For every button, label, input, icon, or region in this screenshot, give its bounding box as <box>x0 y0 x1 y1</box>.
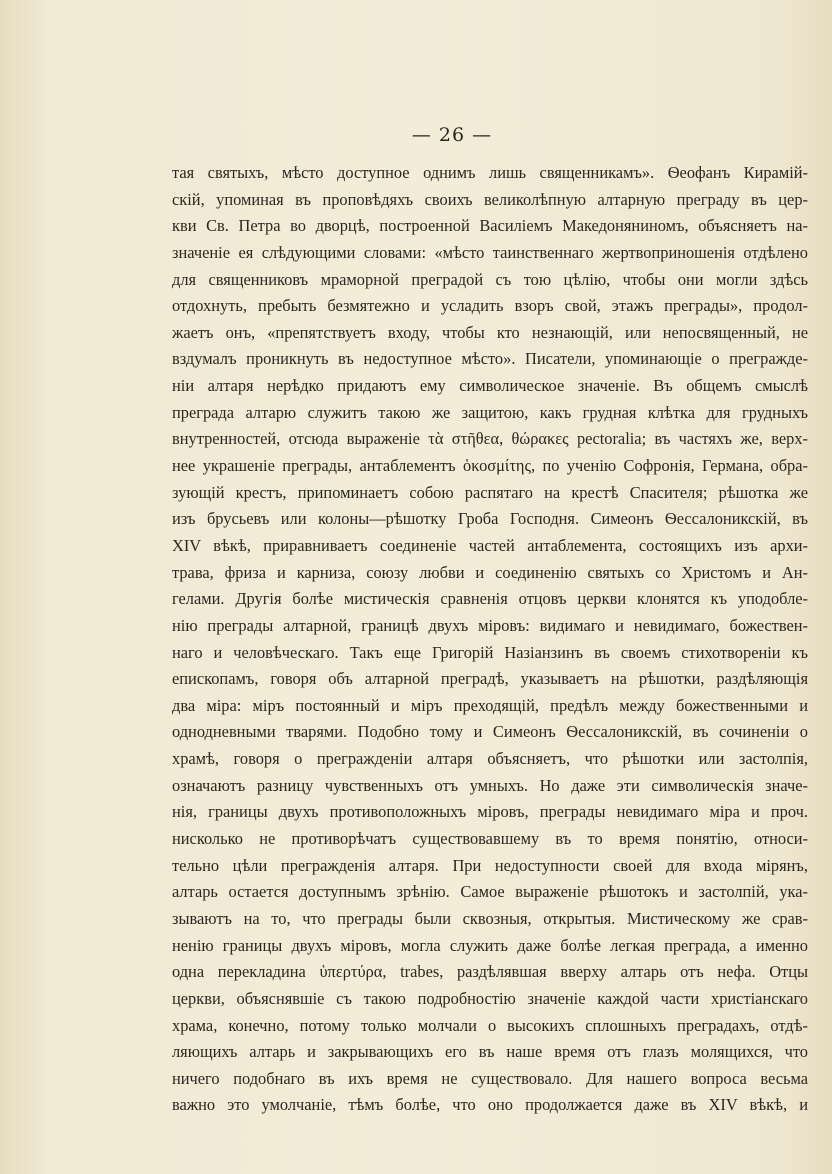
text-line: трава, фриза и карниза, союзу любви и соединенію святыхъ со Христомъ и Ан- <box>172 562 808 582</box>
text-line: зующій крестъ, припоминаетъ собою распятаго на крестѣ Спасителя; рѣшотка же <box>172 482 808 502</box>
text-line: скій, упоминая въ проповѣдяхъ своихъ великолѣпную алтарную преграду въ цер- <box>172 189 808 209</box>
page-number: — 26 — <box>411 124 493 146</box>
text-line: для священниковъ мраморной преградой съ тою цѣлію, чтобы они могли здѣсь <box>172 269 808 289</box>
text-line: жаетъ онъ, «препятствуетъ входу, чтобы кто незнающій, или непосвященный, не <box>172 322 808 342</box>
text-line: ляющихъ алтарь и закрывающихъ его въ наше время отъ глазъ молящихся, что <box>172 1042 808 1062</box>
text-line: церкви, объяснявшіе съ такою подробностію значеніе каждой части христіанскаго <box>172 988 808 1008</box>
text-line: ненію границы двухъ міровъ, могла служить даже болѣе легкая преграда, а именно <box>172 935 808 955</box>
text-line: храма, конечно, потому только молчали о высокихъ сплошныхъ преградахъ, отдѣ- <box>172 1015 808 1035</box>
text-line: епископамъ, говоря объ алтарной преградѣ, указываетъ на рѣшотки, раздѣляющія <box>172 669 808 689</box>
text-line: XIV вѣкѣ, приравниваетъ соединеніе частей антаблемента, состоящихъ изъ архи- <box>172 535 808 555</box>
text-line: зываютъ на то, что преграды были сквозныя, открытыя. Мистическому же срав- <box>172 908 808 928</box>
text-line: нее украшеніе преграды, антаблементъ ὁκοσμίτης, по ученію Софронія, Германа, обра- <box>172 456 808 476</box>
text-line: важно это умолчаніе, тѣмъ болѣе, что оно продолжается даже въ XIV вѣкѣ, и <box>172 1095 808 1115</box>
text-line: однодневными тварями. Подобно тому и Симеонъ Ѳессалоникскій, въ сочиненіи о <box>172 722 808 742</box>
text-line: тая святыхъ, мѣсто доступное однимъ лишь священникамъ». Ѳеофанъ Кирамій- <box>172 163 808 182</box>
text-line: храмѣ, говоря о преграждeніи алтаря объясняетъ, что рѣшотки или застолпія, <box>172 749 808 769</box>
text-line: кви Св. Петра во дворцѣ, построенной Василіемъ Македоняниномъ, объясняетъ на- <box>172 216 808 236</box>
text-line: наго и человѣческаго. Такъ еще Григорій Назіанзинъ въ своемъ стихотвореніи къ <box>172 642 808 662</box>
text-line: нію преграды алтарной, границѣ двухъ міровъ: видимаго и невидимаго, божествен- <box>172 615 808 635</box>
text-line: значеніе ея слѣдующими словами: «мѣсто таинственнаго жертвоприношенія отдѣлено <box>172 242 808 262</box>
text-line: гелами. Другія болѣе мистическія сравненія отцовъ церкви клонятся къ уподобле- <box>172 589 808 609</box>
text-line: преграда алтарю служитъ такою же защитою, какъ грудная клѣтка для грудныхъ <box>172 402 808 422</box>
text-line: ніи алтаря нерѣдко придаютъ ему символическое значеніе. Въ общемъ смыслѣ <box>172 376 808 396</box>
text-line: отдохнуть, пребыть безмятежно и усладить взоръ свой, этажъ преграды», продол- <box>172 296 808 316</box>
text-line: два міра: міръ постоянный и міръ преходящій, предѣлъ между божественными и <box>172 695 808 715</box>
text-line: вздумалъ проникнуть въ недоступное мѣсто». Писатели, упоминающіе о прегражде- <box>172 349 808 369</box>
text-line: означаютъ разницу чувственныхъ отъ умныхъ. Но даже эти символическія значе- <box>172 775 808 795</box>
text-line: внутренностей, отсюда выраженіе τὰ στῆθεα, θώρακες pectoralia; въ частяхъ же, верх- <box>172 429 808 449</box>
text-line: алтарь остается доступнымъ зрѣнію. Самое выраженіе рѣшотокъ и застолпій, ука- <box>172 882 808 902</box>
text-line: тельно цѣли преграждeнія алтаря. При недоступности своей для входа мірянъ, <box>172 855 808 875</box>
text-line: одна перекладина ὑπερτύρα, trabes, раздѣлявшая вверху алтарь отъ нефа. Отцы <box>172 962 808 982</box>
text-line: нія, границы двухъ противоположныхъ міровъ, преграды невидимаго міра и проч. <box>172 802 808 822</box>
text-line: ничего подобнаго въ ихъ время не существовало. Для нашего вопроса весьма <box>172 1068 808 1088</box>
text-line: изъ брусьевъ или колоны—рѣшотку Гроба Господня. Симеонъ Ѳессалоникскій, въ <box>172 509 808 529</box>
body-text <box>172 160 808 1119</box>
text-line: нисколько не противорѣчатъ существовавшему въ то время понятію, относи- <box>172 829 808 849</box>
